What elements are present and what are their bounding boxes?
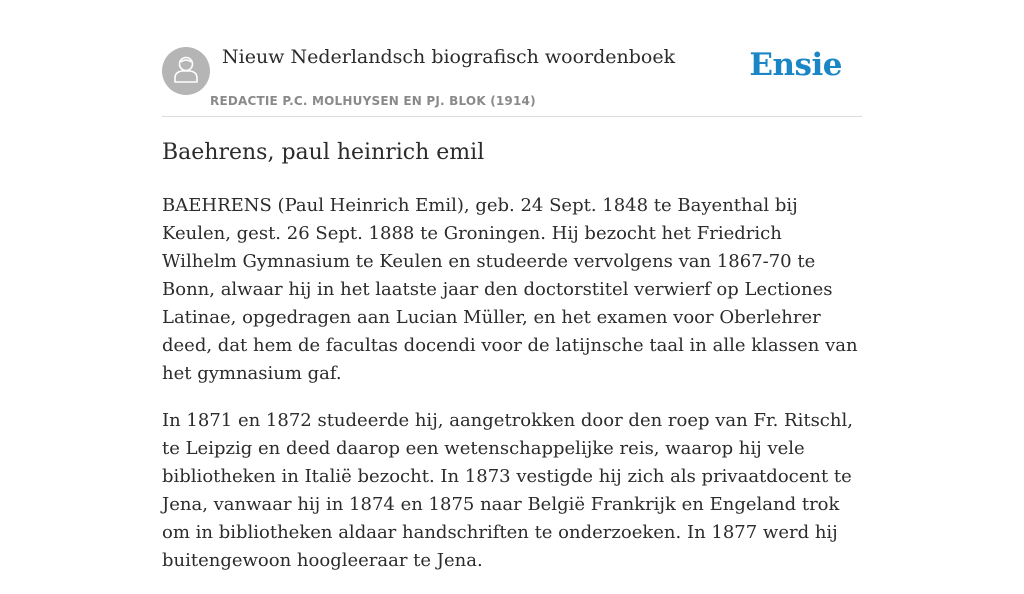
entry-body [162, 192, 862, 594]
entry-paragraph: In 1871 en 1872 studeerde hij, aangetrokken door den roep van Fr. Ritschl, te Leipzig en deed daarop een wetenschappelijke reis, waarop hij vele bibliotheken in Italië bezocht. In 1873 vestigde hij zich als privaatdocent te Jena, vanwaar hij in 1874 en 1875 naar België Frankrijk en Engeland trok om in bibliotheken aldaar handschriften te onderzoeken. In 1877 werd hij buitengewoon hoogleeraar te Jena. [162, 410, 853, 571]
entry-paragraph: BAEHRENS (Paul Heinrich Emil), geb. 24 Sept. 1848 te Bayenthal bij Keulen, gest. 26 Sept. 1888 te Groningen. Hij bezocht het Friedrich Wilhelm Gymnasium te Keulen en studeerde vervolgens van 1867-70 te Bonn, alwaar hij in het laatste jaar den doctorstitel verwierf op Lectiones Latinae, opgedragen aan Lucian Müller, en het examen voor Oberlehrer deed, dat hem de facultas docendi voor de latijnsche taal in alle klassen van het gymnasium gaf. [162, 195, 858, 384]
book-subtitle: REDACTIE P.C. MOLHUYSEN EN PJ. BLOK (1914) [210, 94, 536, 108]
book-title[interactable]: Nieuw Nederlandsch biografisch woordenboek [222, 46, 676, 68]
source-header [162, 0, 862, 117]
avatar[interactable] [162, 47, 210, 95]
user-silhouette-icon [172, 54, 200, 88]
page [162, 0, 862, 571]
ensie-logo[interactable]: Ensie [749, 47, 842, 83]
entry-title: Baehrens, paul heinrich emil [162, 140, 485, 165]
